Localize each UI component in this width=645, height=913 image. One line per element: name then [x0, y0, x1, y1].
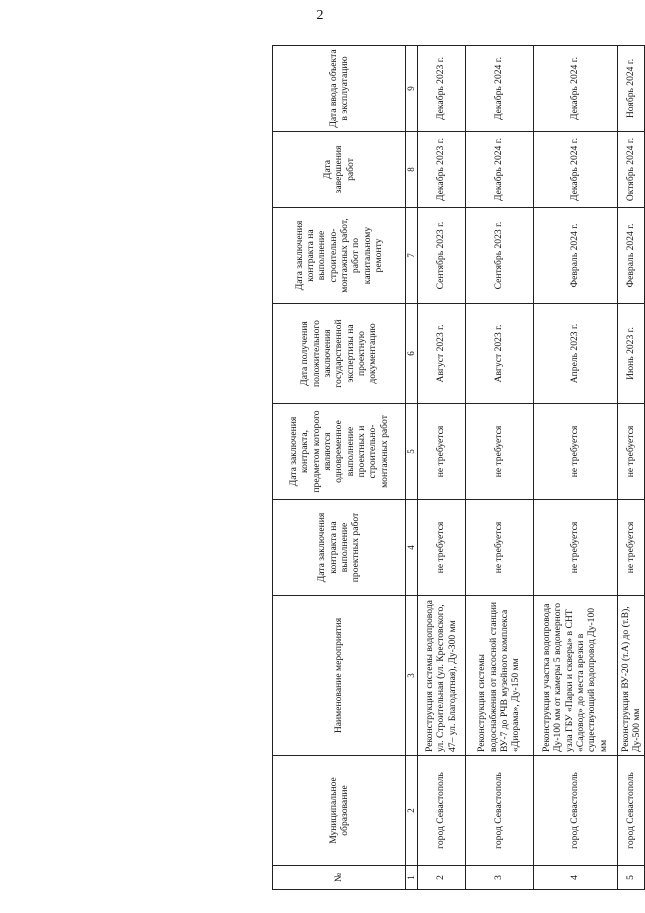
- date-cell: Декабрь 2024 г.: [465, 46, 533, 132]
- column-number: 2: [406, 756, 418, 866]
- header-cell-number: №: [273, 866, 406, 890]
- municipality-cell: город Севастополь: [617, 756, 645, 866]
- table-row: [465, 46, 533, 890]
- date-cell: Декабрь 2023 г.: [417, 132, 465, 208]
- table-row: [533, 46, 617, 890]
- column-number: 6: [406, 304, 418, 404]
- header-cell-combined-contract-date: Дата заключения контракта, предметом которого являются одновременное выполнение проектных и строительно-монтажных работ: [273, 404, 406, 500]
- page-number: 2: [316, 8, 324, 23]
- event-name-cell: Реконструкция ВУ-20 (т.А) до (т.В), Ду-500 мм: [617, 596, 645, 756]
- rotated-table-wrapper: [272, 46, 642, 890]
- table-row: [417, 46, 465, 890]
- date-cell: Декабрь 2024 г.: [465, 132, 533, 208]
- date-cell: не требуется: [465, 404, 533, 500]
- header-cell-expertise-date: Дата получения положительного заключения государственной экспертизы на проектную документацию: [273, 304, 406, 404]
- column-number: 1: [406, 866, 418, 890]
- event-name-cell: Реконструкция системы водопровода ул. Строительная (ул. Крестовского, 47– ул. Благодатная), Ду-300 мм: [417, 596, 465, 756]
- municipality-cell: город Севастополь: [417, 756, 465, 866]
- date-cell: Октябрь 2024 г.: [617, 132, 645, 208]
- date-cell: Декабрь 2023 г.: [417, 46, 465, 132]
- date-cell: Июнь 2023 г.: [617, 304, 645, 404]
- schedule-table: [272, 45, 645, 890]
- column-number: 4: [406, 500, 418, 596]
- header-row: [273, 46, 406, 890]
- row-number: 3: [465, 866, 533, 890]
- table-row: [617, 46, 645, 890]
- column-number: 3: [406, 596, 418, 756]
- date-cell: не требуется: [465, 500, 533, 596]
- header-cell-event-name: Наименование мероприятия: [273, 596, 406, 756]
- date-cell: не требуется: [617, 500, 645, 596]
- date-cell: не требуется: [417, 500, 465, 596]
- row-number: 5: [617, 866, 645, 890]
- date-cell: не требуется: [533, 500, 617, 596]
- header-cell-design-contract-date: Дата заключения контракта на выполнение проектных работ: [273, 500, 406, 596]
- date-cell: не требуется: [417, 404, 465, 500]
- column-number: 9: [406, 46, 418, 132]
- date-cell: не требуется: [533, 404, 617, 500]
- column-number: 7: [406, 208, 418, 304]
- column-number: 8: [406, 132, 418, 208]
- header-cell-completion-date: Дата завершения работ: [273, 132, 406, 208]
- municipality-cell: город Севастополь: [465, 756, 533, 866]
- date-cell: Февраль 2024 г.: [533, 208, 617, 304]
- date-cell: Август 2023 г.: [417, 304, 465, 404]
- date-cell: Август 2023 г.: [465, 304, 533, 404]
- date-cell: Сентябрь 2023 г.: [417, 208, 465, 304]
- date-cell: Ноябрь 2024 г.: [617, 46, 645, 132]
- column-number: 5: [406, 404, 418, 500]
- row-number: 2: [417, 866, 465, 890]
- event-name-cell: Реконструкция участка водопровода Ду-100 мм от камеры 5 водомерного узла ГБУ «Парки и скверы» в СНТ «Садовод» до места врезки в существующий водопровод Ду-100 мм: [533, 596, 617, 756]
- date-cell: Декабрь 2024 г.: [533, 132, 617, 208]
- header-cell-municipality: Муниципальное образование: [273, 756, 406, 866]
- column-number-row: [406, 46, 418, 890]
- date-cell: Сентябрь 2023 г.: [465, 208, 533, 304]
- municipality-cell: город Севастополь: [533, 756, 617, 866]
- header-cell-construction-contract-date: Дата заключения контракта на выполнение строительно-монтажных работ, работ по капитальному ремонту: [273, 208, 406, 304]
- row-number: 4: [533, 866, 617, 890]
- date-cell: Апрель 2023 г.: [533, 304, 617, 404]
- date-cell: Декабрь 2024 г.: [533, 46, 617, 132]
- date-cell: Февраль 2024 г.: [617, 208, 645, 304]
- event-name-cell: Реконструкция системы водоснабжения от насосной станции ВУ-7 до РЧВ музейного комплекса «Диорама», Ду-150 мм: [465, 596, 533, 756]
- header-cell-commissioning-date: Дата ввода объекта в эксплуатацию: [273, 46, 406, 132]
- date-cell: не требуется: [617, 404, 645, 500]
